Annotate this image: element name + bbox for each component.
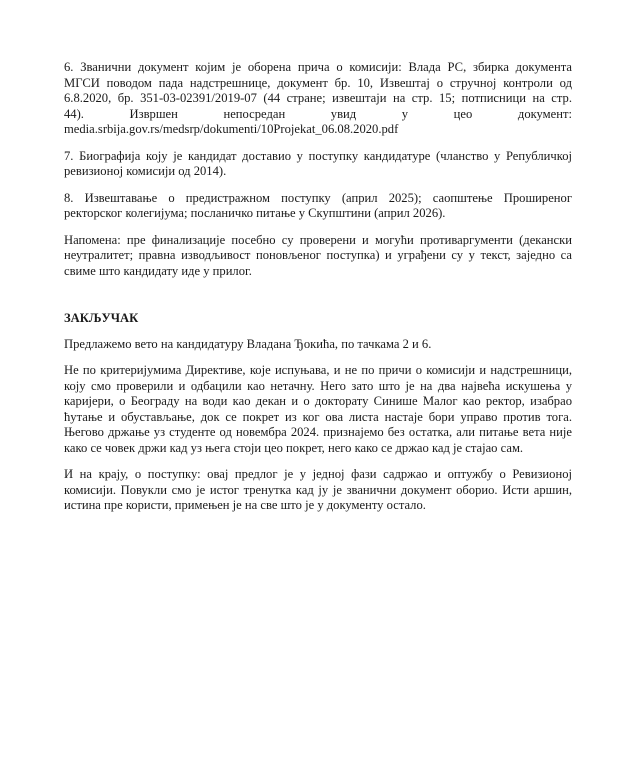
conclusion-paragraph-2 [64,363,572,456]
document-link[interactable]: media.srbija.gov.rs/medsrp/dokumenti/10Projekat_06.08.2020.pdf [64,122,399,136]
text-line: ћутање и обустављање, док се покрет из ког ова листа настаје бори управо против тога. [64,409,572,424]
text-line: Не по критеријумима Директиве, које испуњава, и не по причи о комисији и надстрешници, [64,363,572,377]
text-line: свиме што кандидату иде у прилог. [64,263,252,278]
text-line: Предлажемо вето на кандидатуру Владана Ђокића, по тачкама 2 и 6. [64,336,432,351]
text-line: И на крају, о поступку: овај предлог је у једној фази садржао и оптужбу о Ревизионој [64,467,572,481]
conclusion-paragraph-3 [64,467,572,514]
conclusion-heading: ЗАКЉУЧАК [64,311,139,325]
reference-item-7 [64,149,572,180]
reference-item-8 [64,191,572,222]
text-line: неутралитет; правна изводљивост поновљеног поступка) и уграђени су у текст, заједно са [64,248,572,262]
text-line: коју смо проверили и одбацили као нетачну. Него зато што је на два највећа искушења у [64,378,572,393]
text-line: 7. Биографија коју је кандидат доставио у поступку кандидатуре (чланство у Републичкој [64,148,572,163]
text-line: ревизионој комисији од 2014). [64,164,227,178]
note-paragraph [64,233,572,280]
reference-item-6 [64,60,572,138]
text-line: МГСИ поводом пада надстрешнице, документ бр. 10, Извештај о стручној контроли од [64,75,572,90]
text-line: Напомена: пре финализације посебно су проверени и могући противаргументи (декански [64,232,572,247]
text-line: 6.8.2020, бр. 351-03-02391/2019-07 (44 стране; извештаји на стр. 15; потписници на стр. [64,91,572,105]
conclusion-paragraph-1 [64,337,572,353]
text-line: 6. Званични документ којим је оборена прича о комисији: Влада РС, збирка документа [64,60,572,74]
text-line: 8. Извештавање о предистражном поступку (април 2025); саопштење Проширеног [64,190,572,205]
text-line: истина пре користи, примењен је на све што је у документу остало. [64,498,426,512]
text-line: ректорског колегијума; посланичко питање у Скупштини (април 2026). [64,206,446,220]
text-line: Његово држање уз студенте од новембра 2024. признајемо без остатка, али питање вета није [64,425,572,439]
text-line: каријери, о Београду на води као декан и о докторату Синише Малог као ректор, изабрао [64,394,572,408]
text-line: како се човек држи кад уз њега стоји цео покрет, него како се држао кад је стајао сам. [64,440,524,455]
document-page [64,60,572,525]
text-line: 44). Извршен непосредан увид у цео документ: [64,106,572,121]
text-line: комисији. Повукли смо је истог тренутка кад ју је званични документ оборио. Исти аршин, [64,482,572,497]
